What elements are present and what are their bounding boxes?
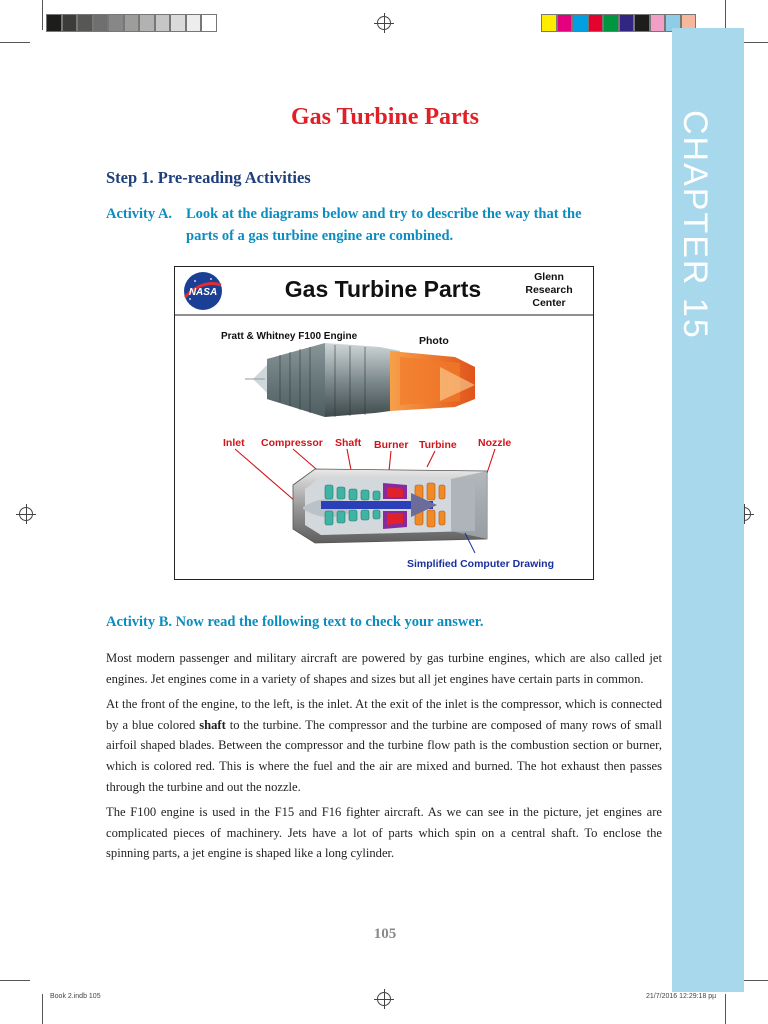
paragraph-3: The F100 engine is used in the F15 and F16 fighter aircraft. As we can see in the picture, jet engines are complicated pieces of machinery. Jets have a lot of parts which spin on a central shaft. To enclose the spinning parts, a jet engine is shaped like a long cylinder. <box>106 805 662 861</box>
paragraph-2-part-1: At the front of the engine, to the left, is the inlet. At the exit of the inlet is the compressor, which is connected by a blue colored <box>106 697 662 732</box>
registration-mark-icon <box>377 16 391 30</box>
chapter-label: CHAPTER 15 <box>676 110 714 340</box>
glenn-research-center-label <box>519 271 579 310</box>
center-line-2: Research <box>525 284 573 296</box>
slug-left: Book 2.indb 105 <box>50 993 101 1000</box>
part-label-shaft: Shaft <box>335 437 362 449</box>
nasa-logo-text: NASA <box>188 287 218 298</box>
step-heading: Step 1. Pre-reading Activities <box>106 168 311 187</box>
gray-swatch <box>155 14 171 32</box>
figure-title: Gas Turbine Parts <box>284 276 482 302</box>
center-line-1: Glenn <box>534 271 564 283</box>
center-line-3: Center <box>532 297 566 309</box>
color-swatch <box>541 14 557 32</box>
paragraph-1: Most modern passenger and military aircraft are powered by gas turbine engines, which are also called jet engines. Jet engines come in a variety of shapes and sizes but all jet engines have certain parts in common. <box>106 651 662 686</box>
nasa-logo-icon <box>184 272 222 310</box>
gray-swatch <box>46 14 62 32</box>
color-swatch <box>557 14 573 32</box>
paragraph-2-bold-term: shaft <box>199 717 226 732</box>
activity-a-line2: parts of a gas turbine engine are combined. <box>186 228 454 244</box>
gray-swatch <box>186 14 202 32</box>
body-text <box>106 648 662 869</box>
activity-b-instruction: Activity B. Now read the following text to check your answer. <box>106 614 484 630</box>
paragraph-2-part-2: to the turbine. The compressor and the turbine are composed of many rows of small airfoil shaped blades. Between the compressor and the turbine flow path is the combustion section or burner, which is colored red. This is where the fuel and the air are mixed and burned. The hot exhaust then passes through the turbine and out the nozzle. <box>106 717 662 794</box>
gray-swatch <box>170 14 186 32</box>
engine-photo <box>245 343 475 417</box>
activity-a-line1: Look at the diagrams below and try to describe the way that the <box>186 206 582 222</box>
slug-right: 21/7/2016 12:29:18 pµ <box>646 993 717 1000</box>
paragraph-2 <box>106 694 662 797</box>
diagram-drawing <box>175 267 593 579</box>
part-label-nozzle: Nozzle <box>478 437 512 449</box>
simplified-engine-drawing <box>293 469 487 543</box>
drawing-label: Simplified Computer Drawing <box>407 558 555 570</box>
crop-mark <box>0 980 30 981</box>
photo-label: Photo <box>419 335 449 347</box>
gray-swatch <box>124 14 140 32</box>
color-swatch <box>572 14 588 32</box>
crop-mark <box>42 0 43 30</box>
crop-mark <box>42 994 43 1024</box>
gray-swatch <box>62 14 78 32</box>
color-swatch <box>603 14 619 32</box>
activity-a-label: Activity A. <box>106 206 173 222</box>
gray-color-bar <box>46 14 217 32</box>
part-label-burner: Burner <box>374 439 409 451</box>
color-swatch <box>650 14 666 32</box>
page-number: 105 <box>373 926 397 942</box>
part-label-compressor: Compressor <box>261 437 323 449</box>
activity-a-instruction <box>106 203 646 247</box>
nozzle-part <box>451 471 487 539</box>
gray-swatch <box>139 14 155 32</box>
registration-mark-icon <box>19 507 33 521</box>
part-label-inlet: Inlet <box>223 437 245 449</box>
color-swatch <box>619 14 635 32</box>
part-label-turbine: Turbine <box>419 439 457 451</box>
gray-swatch <box>93 14 109 32</box>
color-swatch <box>634 14 650 32</box>
crop-mark <box>725 994 726 1024</box>
gray-swatch <box>108 14 124 32</box>
page-title: Gas Turbine Parts <box>290 104 480 130</box>
gray-swatch <box>201 14 217 32</box>
crop-mark <box>0 42 30 43</box>
engine-label: Pratt & Whitney F100 Engine <box>221 331 358 342</box>
gas-turbine-diagram <box>174 266 594 580</box>
crop-mark <box>725 0 726 30</box>
color-swatch <box>588 14 604 32</box>
registration-mark-icon <box>377 992 391 1006</box>
gray-swatch <box>77 14 93 32</box>
